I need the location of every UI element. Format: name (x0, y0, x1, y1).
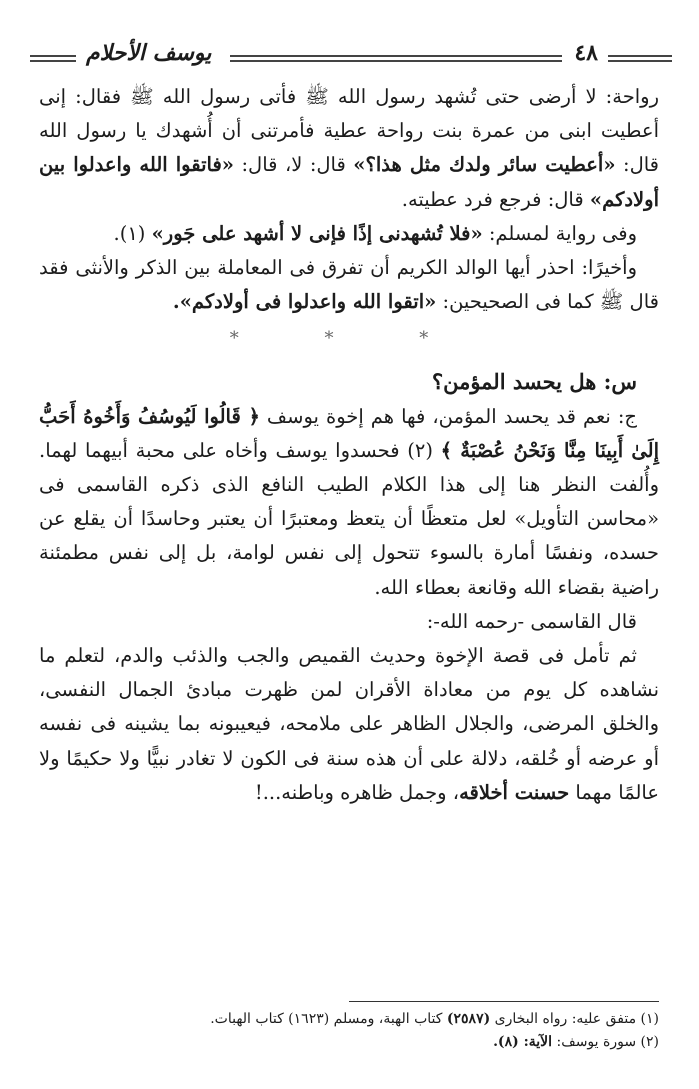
header-rule-left (30, 55, 76, 62)
footnote-1: (١) متفق عليه: رواه البخارى (٢٥٨٧) كتاب الهبة، ومسلم (١٦٢٣) كتاب الهبات. (210, 1011, 659, 1027)
header-rule-right (608, 55, 672, 62)
paragraph-4: ج: نعم قد يحسد المؤمن، فها هم إخوة يوسف ﴿ قَالُوا لَيُوسُفُ وَأَخُوهُ أَحَبُّ إِلَىٰ أَبِينَا مِنَّا وَنَحْنُ عُصْبَةٌ ﴾ (٢) فحسدوا يوسف وأخاه على محبة أبيهما لهما. وأُلفت النظر هنا إلى هذا الكلام الطيب النافع الذى ذكره القاسمى فى «محاسن التأويل» لعل متعظًا أن يتعظ ومعتبرًا أن يعتبر وحاسدًا أن يقلع عن حسده، ونفسًا أمارة بالسوء تتحول إلى نفس لوامة، بل إلى نفس مطمئنة راضية بقضاء الله وقانعة بعطاء الله. (39, 404, 659, 599)
paragraph-5: قال القاسمى -رحمه الله-: (426, 609, 637, 633)
header-rule-middle (230, 55, 562, 62)
paragraph-3: وأخيرًا: احذر أيها الوالد الكريم أن تفرق فى المعاملة بين الذكر والأنثى فقد قال ﷺ كما فى الصحيحين: «اتقوا الله واعدلوا فى أولادكم». (39, 256, 659, 314)
paragraph-1: رواحة: لا أرضى حتى تُشهد رسول الله ﷺ فأتى رسول الله ﷺ فقال: إنى أعطيت ابنى من عمرة بنت رواحة عطية فأمرتنى أن أُشهدك يا رسول الله قال: «أعطيت سائر ولدك مثل هذا؟» قال: لا، قال: «فاتقوا الله واعدلوا بين أولادكم» قال: فرجع فرد عطيته. (39, 85, 660, 211)
paragraph-2: وفى رواية لمسلم: «فلا تُشهدنى إذًا فإنى لا أشهد على جَور» (١). (113, 221, 637, 245)
section-separator: * * * (229, 328, 469, 350)
main-text (39, 80, 659, 810)
footnotes (39, 1008, 659, 1054)
footnote-divider (349, 1001, 659, 1002)
paragraph-6: ثم تأمل فى قصة الإخوة وحديث القميص والجب والذئب والدم، لتعلم ما نشاهده كل يوم من معاداة الأقران لمن ظهرت مبادئ الجمال النفسى، والخلق المرضى، والجلال الظاهر على ملامحه، فيعيبونه بما يشينه فى نفسه أو عرضه أو خُلقه، دلالة على أن هذه سنة فى الكون لا تغادر نبيًّا ولا حكيمًا ولا عالمًا مهما حسنت أخلاقه، وجمل ظاهره وباطنه...! (39, 644, 660, 804)
question-heading: س: هل يحسد المؤمن؟ (431, 369, 637, 395)
book-title: يوسف الأحلام (86, 40, 212, 66)
footnote-2: (٢) سورة يوسف: الآية: (٨). (493, 1034, 659, 1050)
page-header (30, 38, 672, 78)
page-number: ٤٨ (574, 40, 598, 66)
